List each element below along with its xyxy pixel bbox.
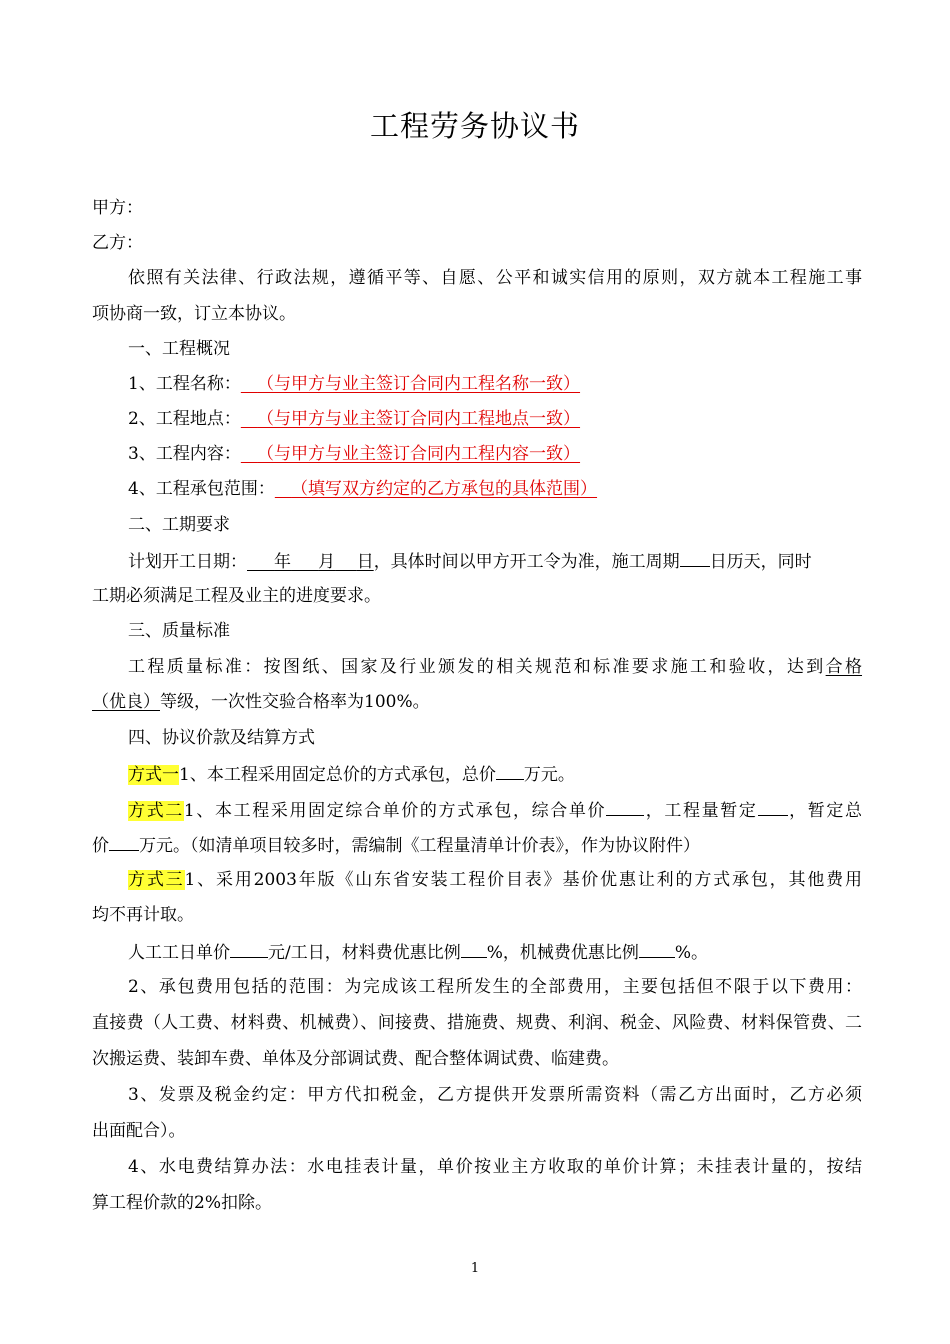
schedule-line-2: 工期必须满足工程及业主的进度要求。 xyxy=(92,586,381,606)
total-price-blank xyxy=(496,761,524,780)
scope-fees-line-3: 次搬运费、装卸车费、单体及分部调试费、配合整体调试费、临建费。 xyxy=(92,1049,619,1069)
intro-paragraph-line-2: 项协商一致，订立本协议。 xyxy=(92,304,296,324)
section-4-heading: 四、协议价款及结算方式 xyxy=(128,728,315,748)
project-content-label: 3、工程内容： xyxy=(128,444,241,464)
quantity-blank xyxy=(758,797,788,816)
scope-fees-line-2: 直接费（人工费、材料费、机械费）、间接费、措施费、规费、利润、税金、风险费、材料保管费、二 xyxy=(92,1013,862,1033)
duration-blank xyxy=(680,548,710,567)
labor-rate-blank xyxy=(230,939,268,958)
method-2-line-2: 价 万元。（如清单项目较多时，需编制《工程量清单计价表》，作为协议附件） xyxy=(92,832,862,858)
project-content-value: （与甲方与业主签订合同内工程内容一致） xyxy=(257,444,581,464)
project-scope-value: （填写双方约定的乙方承包的具体范围） xyxy=(291,479,598,499)
method-3-tag: 方式三 xyxy=(128,870,185,890)
section-3-heading: 三、质量标准 xyxy=(128,621,230,641)
machine-discount-blank xyxy=(639,939,675,958)
tentative-total-blank xyxy=(109,832,139,851)
scope-fees-line-1: 2、承包费用包括的范围：为完成该工程所发生的全部费用，主要包括但不限于以下费用： xyxy=(128,977,862,997)
invoice-line-2: 出面配合）。 xyxy=(92,1121,186,1141)
unit-price-blank xyxy=(606,797,644,816)
rates-line: 人工工日单价 元/工日，材料费优惠比例 %，机械费优惠比例 %。 xyxy=(128,939,862,965)
party-b-line: 乙方： xyxy=(92,233,143,253)
utilities-line-1: 4、水电费结算办法：水电挂表计量，单价按业主方收取的单价计算；未挂表计量的，按结 xyxy=(128,1157,862,1177)
project-scope-line xyxy=(128,477,862,501)
project-scope-label: 4、工程承包范围： xyxy=(128,479,275,499)
quality-line-1: 工程质量标准：按图纸、国家及行业颁发的相关规范和标准要求施工和验收，达到合格 xyxy=(128,657,863,677)
project-location-label: 2、工程地点： xyxy=(128,409,241,429)
section-2-heading: 二、工期要求 xyxy=(128,515,230,535)
party-a-line: 甲方： xyxy=(92,198,143,218)
project-content-line xyxy=(128,442,862,466)
method-2-line-1: 方式二1、本工程采用固定综合单价的方式承包，综合单价 ，工程量暂定 ，暂定总 xyxy=(128,797,862,823)
page-number: 1 xyxy=(470,1261,480,1276)
method-1-line: 方式一1、本工程采用固定总价的方式承包，总价 万元。 xyxy=(128,761,862,787)
project-name-value: （与甲方与业主签订合同内工程名称一致） xyxy=(257,374,581,394)
start-date-line: 计划开工日期： 年 月 日，具体时间以甲方开工令为准，施工周期 日历天，同时 xyxy=(128,548,862,574)
project-name-line xyxy=(128,372,862,396)
section-1-heading: 一、工程概况 xyxy=(128,339,230,359)
method-1-tag: 方式一 xyxy=(128,765,179,785)
method-2-tag: 方式二 xyxy=(128,801,184,821)
start-date-blank: 年 月 日 xyxy=(274,552,374,572)
project-name-label: 1、工程名称： xyxy=(128,374,241,394)
method-3-line-2: 均不再计取。 xyxy=(92,905,194,925)
intro-paragraph-line-1: 依照有关法律、行政法规，遵循平等、自愿、公平和诚实信用的原则，双方就本工程施工事 xyxy=(128,268,862,288)
project-location-value: （与甲方与业主签订合同内工程地点一致） xyxy=(257,409,581,429)
material-discount-blank xyxy=(461,939,487,958)
quality-grade: 合格 xyxy=(825,657,863,677)
method-3-line-1: 方式三1、采用2003年版《山东省安装工程价目表》基价优惠让利的方式承包，其他费用 xyxy=(128,870,863,890)
invoice-line-1: 3、发票及税金约定：甲方代扣税金，乙方提供开发票所需资料（需乙方出面时，乙方必须 xyxy=(128,1085,862,1105)
utilities-line-2: 算工程价款的2%扣除。 xyxy=(92,1193,272,1213)
quality-grade-optional: （优良） xyxy=(92,692,160,712)
document-title: 工程劳务协议书 xyxy=(369,109,580,143)
project-location-line xyxy=(128,407,862,431)
quality-line-2: （优良）等级，一次性交验合格率为100%。 xyxy=(92,692,430,712)
